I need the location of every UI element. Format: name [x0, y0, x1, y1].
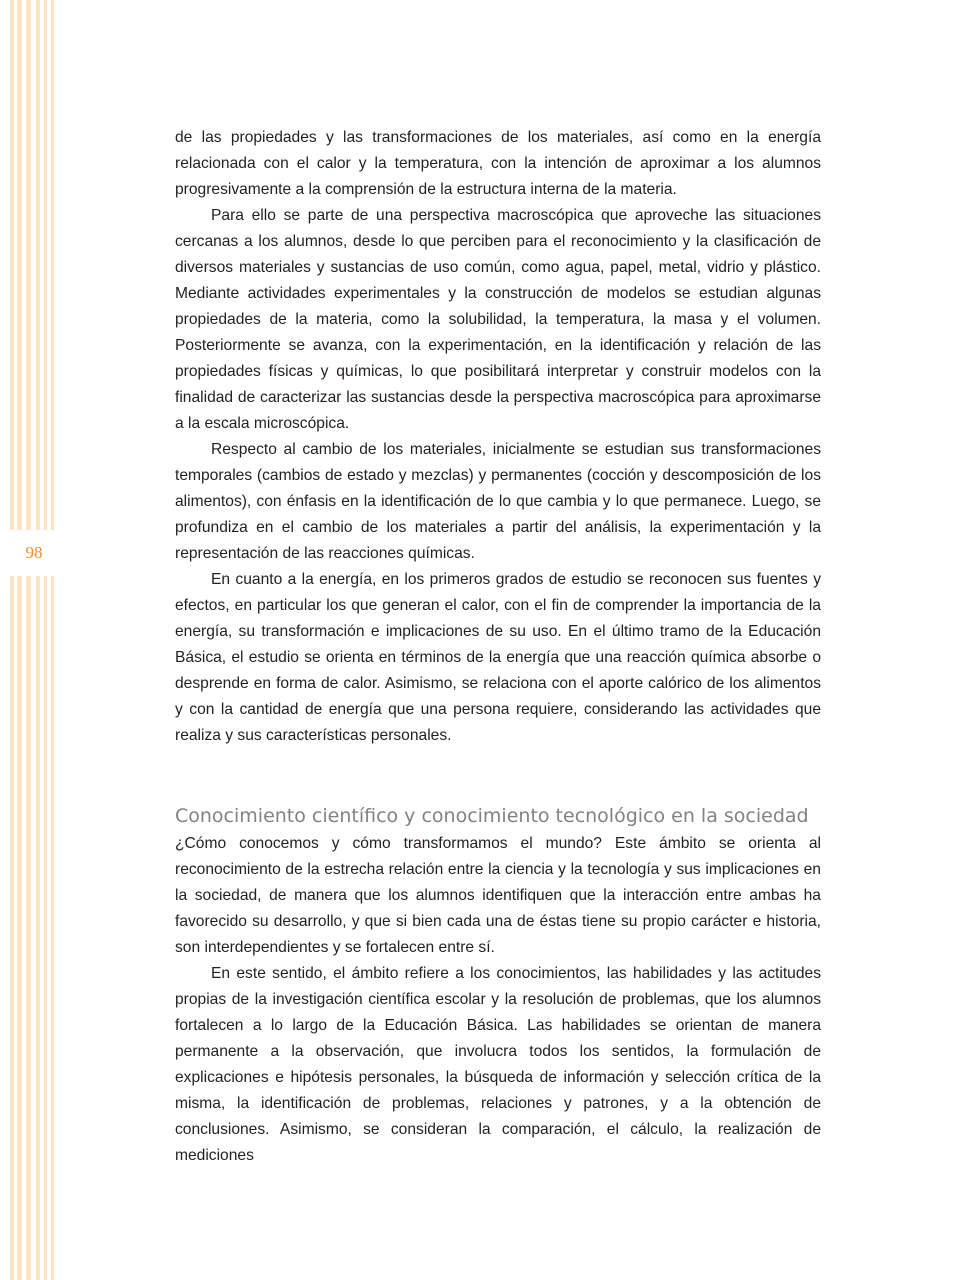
margin-stripe — [10, 0, 14, 1280]
margin-stripe — [36, 0, 40, 1280]
paragraph: Respecto al cambio de los materiales, inicialmente se estudian sus transformaciones temporales (cambios de estado y mezclas) y permanentes (cocción y descomposición de los alimentos), con énfasis en la identificación de lo que cambia y lo que permanece. Luego, se profundiza en el cambio de los materiales a partir del análisis, la experimentación y la representación de las reacciones químicas. — [175, 441, 821, 562]
margin-stripe — [44, 0, 47, 1280]
margin-stripe — [51, 0, 54, 1280]
section-heading: Conocimiento científico y conocimiento tecnológico en la sociedad — [175, 805, 809, 827]
paragraph: Para ello se parte de una perspectiva macroscópica que aproveche las situaciones cercanas a los alumnos, desde lo que perciben para el reconocimiento y la clasificación de diversos materiales y sustancias de uso común, como agua, papel, metal, vidrio y plástico. Mediante actividades experimentales y la construcción de modelos se estudian algunas propiedades de la materia, como la solubilidad, la temperatura, la masa y el volumen. Posteriormente se avanza, con la experimentación, en la identificación y relación de las propiedades físicas y químicas, lo que posibilitará interpretar y construir modelos con la finalidad de caracterizar las sustancias desde la perspectiva macroscópica para aproximarse a la escala microscópica. — [175, 207, 821, 432]
margin-decoration — [0, 0, 60, 1280]
paragraph: En este sentido, el ámbito refiere a los conocimientos, las habilidades y las actitudes propias de la investigación científica escolar y la resolución de problemas, que los alumnos fortalecen a lo largo de la Educación Básica. Las habilidades se orientan de manera permanente a la observación, que involucra todos los sentidos, la formulación de explicaciones e hipótesis personales, la búsqueda de información y selección crítica de la misma, la identificación de problemas, relaciones y patrones, y a la obtención de conclusiones. Asimismo, se consideran la comparación, el cálculo, la realización de mediciones — [175, 965, 821, 1164]
paragraph: En cuanto a la energía, en los primeros grados de estudio se reconocen sus fuentes y efectos, en particular los que generan el calor, con el fin de comprender la importancia de la energía, su transformación e implicaciones de su uso. En el último tramo de la Educación Básica, el estudio se orienta en términos de la energía que una reacción química absorbe o desprende en forma de calor. Asimismo, se relaciona con el aporte calórico de los alimentos y con la cantidad de energía que una persona requiere, considerando las actividades que realiza y sus características personales. — [175, 571, 821, 744]
margin-stripe — [26, 0, 31, 1280]
paragraph: ¿Cómo conocemos y cómo transformamos el mundo? Este ámbito se orienta al reconocimiento de la estrecha relación entre la ciencia y la tecnología y sus implicaciones en la sociedad, de manera que los alumnos identifiquen que la interacción entre ambas ha favorecido su desarrollo, y que si bien cada una de éstas tiene su propio carácter e historia, son interdependientes y se fortalecen entre sí. — [175, 835, 821, 956]
main-content — [175, 125, 821, 1169]
margin-stripe — [17, 0, 22, 1280]
paragraph: de las propiedades y las transformaciones de los materiales, así como en la energía relacionada con el calor y la temperatura, con la intención de aproximar a los alumnos progresivamente a la comprensión de la estructura interna de la materia. — [175, 129, 821, 198]
page-number: 98 — [25, 543, 43, 562]
